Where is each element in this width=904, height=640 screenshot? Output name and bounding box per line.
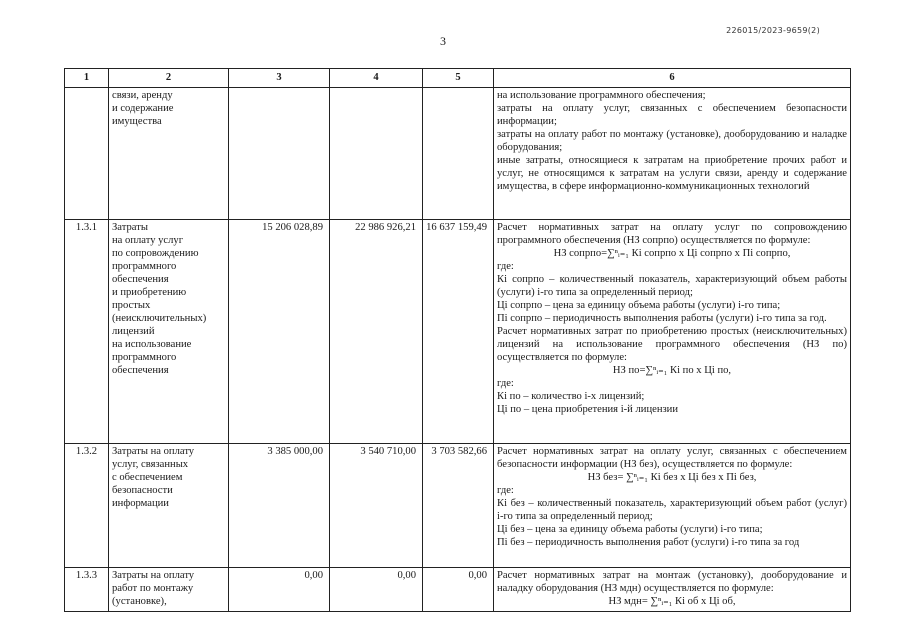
row-title-line: программного [112,261,177,272]
row-number: 1.3.2 [65,444,109,568]
col-header: 3 [229,69,330,88]
description-line: где: [497,261,514,272]
value-year-3: 3 703 582,66 [423,444,494,568]
row-title-line: информации [112,498,169,509]
description-line: на использование программного обеспечения; [497,90,706,101]
formula: НЗ мдн= ∑ⁿᵢ₌₁ Кі об х Ці об, [608,596,736,607]
row-title-line: безопасности [112,485,173,496]
document-id: 226015/2023-9659(2) [726,26,820,35]
value-year-1: 15 206 028,89 [229,220,330,444]
row-title-line: работ по монтажу [112,583,194,594]
value-year-3: 0,00 [423,568,494,612]
value-year-3 [423,88,494,220]
table-row [65,568,851,612]
description-line: Расчет нормативных затрат на оплату услуг, связанных с обеспечением безопасности информации (НЗ без), осуществляется по формуле: [497,446,847,470]
value-year-1 [229,88,330,220]
description-line: иные затраты, относящиеся к затратам на приобретение прочих работ и услуг, не относящимся к затратам на услуги связи, аренду и содержание имущества, в сфере информационно-коммуникационных технологий [497,155,847,192]
description-line: Пі без – периодичность выполнения работ (услуги) і-го типа за год [497,537,800,548]
row-title-line: (установке), [112,596,167,607]
description-line: Кі по – количество і-х лицензий; [497,391,645,402]
value-year-3: 16 637 159,49 [423,220,494,444]
row-title-line: лицензий [112,326,155,337]
description-line: затраты на оплату работ по монтажу (установке), дооборудованию и наладке оборудования; [497,129,847,153]
description-line: Расчет нормативных затрат на монтаж (установку), дооборудование и наладку оборудования (НЗ мдн) осуществляется по формуле: [497,570,847,594]
row-title-line: имущества [112,116,162,127]
description-line: Кі без – количественный показатель, характеризующий объем работ (услуг) і-го типа за определенный период; [497,498,847,522]
row-description [494,444,851,568]
col-header: 2 [109,69,229,88]
description-line: Ці без – цена за единицу объема работы (услуги) і-го типа; [497,524,763,535]
row-title [109,220,229,444]
value-year-2: 22 986 926,21 [330,220,423,444]
row-title-line: Затраты [112,222,148,233]
formula: НЗ по=∑ⁿᵢ₌₁ Кі по х Ці по, [612,365,732,376]
description-line: где: [497,485,514,496]
row-title [109,444,229,568]
row-title [109,88,229,220]
cost-table [64,68,851,612]
row-description [494,568,851,612]
row-number: 1.3.1 [65,220,109,444]
description-line: где: [497,378,514,389]
description-line: затраты на оплату услуг, связанных с обеспечением безопасности информации; [497,103,847,127]
table-row [65,220,851,444]
value-year-1: 0,00 [229,568,330,612]
table-row [65,88,851,220]
row-number [65,88,109,220]
row-title-line: по сопровождению [112,248,199,259]
col-header: 6 [494,69,851,88]
row-title [109,568,229,612]
value-year-2 [330,88,423,220]
row-title-line: и приобретению [112,287,187,298]
col-header: 1 [65,69,109,88]
page-number: 3 [440,34,446,48]
row-title-line: с обеспечением [112,472,183,483]
description-line: Ці сопрпо – цена за единицу объема работы (услуги) і-го типа; [497,300,781,311]
row-title-line: Затраты на оплату [112,446,195,457]
row-description [494,88,851,220]
row-number: 1.3.3 [65,568,109,612]
row-title-line: на оплату услуг [112,235,184,246]
row-title-line: простых [112,300,151,311]
row-title-line: (неисключительных) [112,313,207,324]
description-line: Пі сопрпо – периодичность выполнения работы (услуги) і-го типа за год. [497,313,827,324]
row-title-line: обеспечения [112,274,169,285]
row-title-line: на использование [112,339,192,350]
header-row [65,69,851,88]
row-title-line: программного [112,352,177,363]
row-description [494,220,851,444]
row-title-line: обеспечения [112,365,169,376]
description-line: Расчет нормативных затрат на оплату услуг по сопровождению программного обеспечения (НЗ сопрпо) осуществляется по формуле: [497,222,847,246]
description-line: Ці по – цена приобретения і-й лицензии [497,404,679,415]
value-year-2: 3 540 710,00 [330,444,423,568]
row-title-line: Затраты на оплату [112,570,195,581]
table-row [65,444,851,568]
value-year-2: 0,00 [330,568,423,612]
col-header: 5 [423,69,494,88]
description-line: Кі сопрпо – количественный показатель, характеризующий объем работы (услуги) і-го типа за определенный период; [497,274,847,298]
value-year-1: 3 385 000,00 [229,444,330,568]
row-title-line: связи, аренду [112,90,173,101]
formula: НЗ без= ∑ⁿᵢ₌₁ Кі без х Ці без х Пі без, [587,472,757,483]
col-header: 4 [330,69,423,88]
row-title-line: и содержание [112,103,174,114]
description-line: Расчет нормативных затрат по приобретению простых (неисключительных) лицензий на использование программного обеспечения (НЗ по) осуществляется по формуле: [497,326,847,363]
formula: НЗ сопрпо=∑ⁿᵢ₌₁ Кі сопрпо х Ці сопрпо х Пі сопрпо, [553,248,791,259]
row-title-line: услуг, связанных [112,459,189,470]
